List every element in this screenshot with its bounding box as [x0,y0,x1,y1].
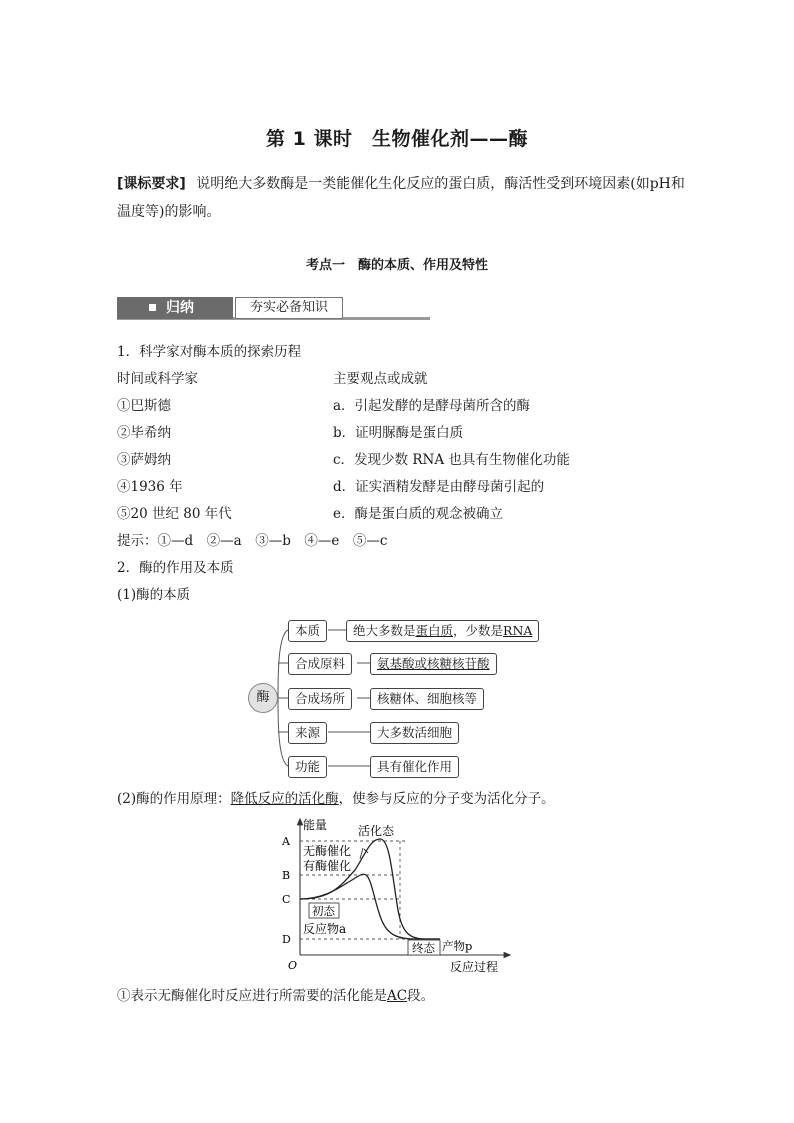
y-axis-label: 能量 [303,818,328,832]
footer-key: AC [387,988,408,1004]
history-row-who: ④1936 年 [117,479,183,495]
requirement-tag: [课标要求] [117,176,186,192]
y-level-label: A [282,835,290,848]
col-header-what: 主要观点或成就 [333,371,428,387]
mindmap-branch-label: 合成原料 [288,653,352,675]
mindmap-branch-label: 合成场所 [288,688,352,710]
detail-key-protein: 蛋白质 [415,623,454,638]
history-row-who: ②毕希纳 [117,425,171,441]
history-row-what: e．酶是蛋白质的观念被确立 [333,506,503,522]
annotation-product: 产物p [442,939,473,953]
sub2-suffix: ，使参与反应的分子变为活化分子。 [338,791,555,807]
sub2-prefix: (2)酶的作用原理： [117,791,231,807]
annotation-no-enzyme: 无酶催化 [303,844,352,858]
mindmap-branch-detail: 大多数活细胞 [370,722,459,744]
x-axis-label: 反应过程 [450,960,499,974]
energy-chart [280,815,520,975]
history-hint: 提示：①—d ②—a ③—b ④—e ⑤—c [117,533,388,549]
section2-heading: 2．酶的作用及本质 [117,560,234,576]
mindmap-branch-label: 功能 [288,756,327,778]
section2-sub1: (1)酶的本质 [117,587,191,603]
annotation-reactant: 反应物a [303,922,347,936]
history-row-what: d．证实酒精发酵是由酵母菌引起的 [333,479,545,495]
detail-text: ，少数是 [453,623,504,638]
page-title: 第 1 课时 生物催化剂——酶 [266,128,528,150]
sub2-key: 降低反应的活化酶 [230,791,339,807]
footer-line [117,987,434,1005]
history-row-what: c．发现少数 RNA 也具有生物催化功能 [333,452,570,468]
curriculum-requirement [117,170,689,226]
banner-knowledge: 夯实必备知识 [235,297,343,319]
square-bullet-icon [149,304,156,311]
detail-text: 绝大多数是 [353,623,416,638]
annotation-initial: 初态 [312,904,335,918]
requirement-text: 说明绝大多数酶是一类能催化生化反应的蛋白质，酶活性受到环境因素(如pH和温度等)的影响。 [117,176,685,220]
banner-summary [117,297,233,319]
annotation-enzyme: 有酶催化 [303,859,352,873]
origin-label: O [288,959,298,972]
history-row-what: b．证明脲酶是蛋白质 [333,425,464,441]
banner-summary-label: 归纳 [166,300,194,316]
mindmap-center: 酶 [248,683,278,713]
section2-sub2 [117,790,555,808]
history-row-who: ①巴斯德 [117,398,171,414]
mindmap-branch-detail [346,620,539,642]
mindmap-branch-label: 本质 [288,620,327,642]
footer-suffix: 段。 [407,988,435,1004]
col-header-who: 时间或科学家 [117,371,198,387]
history-row-what: a．引起发酵的是酵母菌所含的酶 [333,398,531,414]
detail-key-rna: RNA [503,623,533,638]
footer-prefix: ①表示无酶催化时反应进行所需要的活化能是 [117,988,387,1004]
history-row-who: ③萨姆纳 [117,452,171,468]
annotation-final: 终态 [412,941,435,955]
y-level-label: D [282,933,291,946]
y-level-label: C [282,893,291,906]
mindmap-branch-detail: 核糖体、细胞核等 [370,688,484,710]
history-row-who: ⑤20 世纪 80 年代 [117,506,232,522]
annotation-activated: 活化态 [358,824,395,838]
history-heading: 1．科学家对酶本质的探索历程 [117,344,302,360]
mindmap-branch-detail: 氨基酸或核糖核苷酸 [370,653,497,675]
mindmap-branch-detail: 具有催化作用 [370,756,459,778]
mindmap-branch-label: 来源 [288,722,327,744]
section-title: 考点一 酶的本质、作用及特性 [305,258,488,273]
y-level-label: B [282,869,291,882]
